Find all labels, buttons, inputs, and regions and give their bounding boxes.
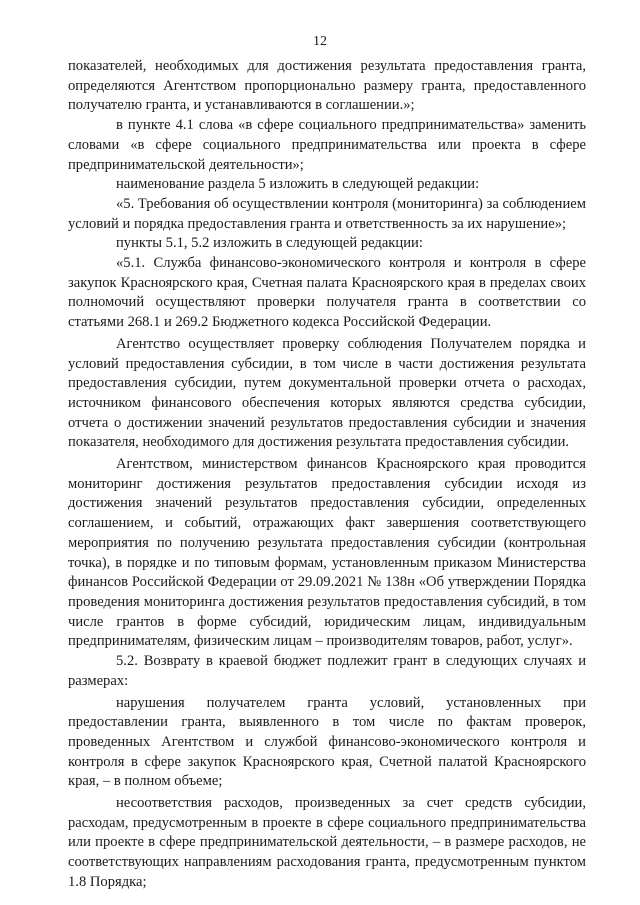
paragraph-section-5-new-title: «5. Требования об осуществлении контроля (мониторинга) за соблюдением условий и порядка предоставления гранта и ответственность за их нарушение»; bbox=[68, 195, 586, 232]
paragraph-item-5-1: «5.1. Служба финансово-экономического контроля и контроля в сфере закупок Красноярского края, Счетная палата Красноярского края в пределах своих полномочий осуществляют проверки получателя гранта в соответствии со статьями 268.1 и 269.2 Бюджетного кодекса Российской Федерации. bbox=[68, 255, 586, 331]
paragraph-item-4-1-amendment: в пункте 4.1 слова «в сфере социального предпринимательства» заменить словами «в сфере социального предпринимательства или проекта в сфере предпринимательской деятельности»; bbox=[68, 117, 586, 173]
paragraph-violation-conditions: нарушения получателем гранта условий, установленных при предоставлении гранта, выявленного в том числе по фактам проверок, проведенных Агентством и службой финансово-экономического контроля и контроля в сфере закупок Красноярского края, Счетной палатой Красноярского края, – в полном объеме; bbox=[68, 694, 586, 790]
paragraph-expense-mismatch: несоответствия расходов, произведенных за счет средств субсидии, расходам, предусмотренным в проекте в сфере социального предпринимательства или проекте в сфере предпринимательской деятельности, – в размере расходов, не соответствующих направлениям расходования гранта, предусмотренным пунктом 1.8 Порядка; bbox=[68, 795, 586, 890]
paragraph-indicators-continuation: показателей, необходимых для достижения результата предоставления гранта, определяются Агентством пропорционально размеру гранта, предоставленного получателю гранта, и устанавливаются в соглашении.»; bbox=[68, 58, 586, 114]
paragraph-item-5-2: 5.2. Возврату в краевой бюджет подлежит грант в следующих случаях и размерах: bbox=[68, 653, 586, 689]
page-number: 12 bbox=[313, 34, 327, 49]
paragraph-monitoring: Агентством, министерством финансов Красноярского края проводится мониторинг достижения результатов предоставления субсидии исходя из достижения значений результатов предоставления субсидии, определенных соглашением, и событий, отражающих факт завершения соответствующего мероприятия по получению результата предоставления субсидии (контрольная точка), в порядке и по типовым формам, установленным приказом Министерства финансов Российской Федерации от 29.09.2021 № 138н «Об утверждении Порядка проведения мониторинга достижения результатов предоставления субсидий, в том числе грантов в форме субсидий, юридическим лицам, индивидуальным предпринимателям, физическим лицам – производителям товаров, работ, услуг». bbox=[68, 456, 586, 650]
document-body bbox=[68, 57, 586, 893]
paragraph-section-5-title-amendment: наименование раздела 5 изложить в следующей редакции: bbox=[116, 176, 480, 193]
paragraph-items-5-1-5-2-amendment: пункты 5.1, 5.2 изложить в следующей редакции: bbox=[116, 235, 423, 252]
paragraph-agency-verification: Агентство осуществляет проверку соблюдения Получателем порядка и условий предоставления субсидии, в том числе в части достижения результата предоставления субсидии, путем документальной проверки отчета о расходах, источником финансового обеспечения которых являются средства субсидии, отчета о достижении значений результатов предоставления субсидии и значения показателя, необходимого для достижения результата предоставления субсидии. bbox=[68, 335, 586, 451]
